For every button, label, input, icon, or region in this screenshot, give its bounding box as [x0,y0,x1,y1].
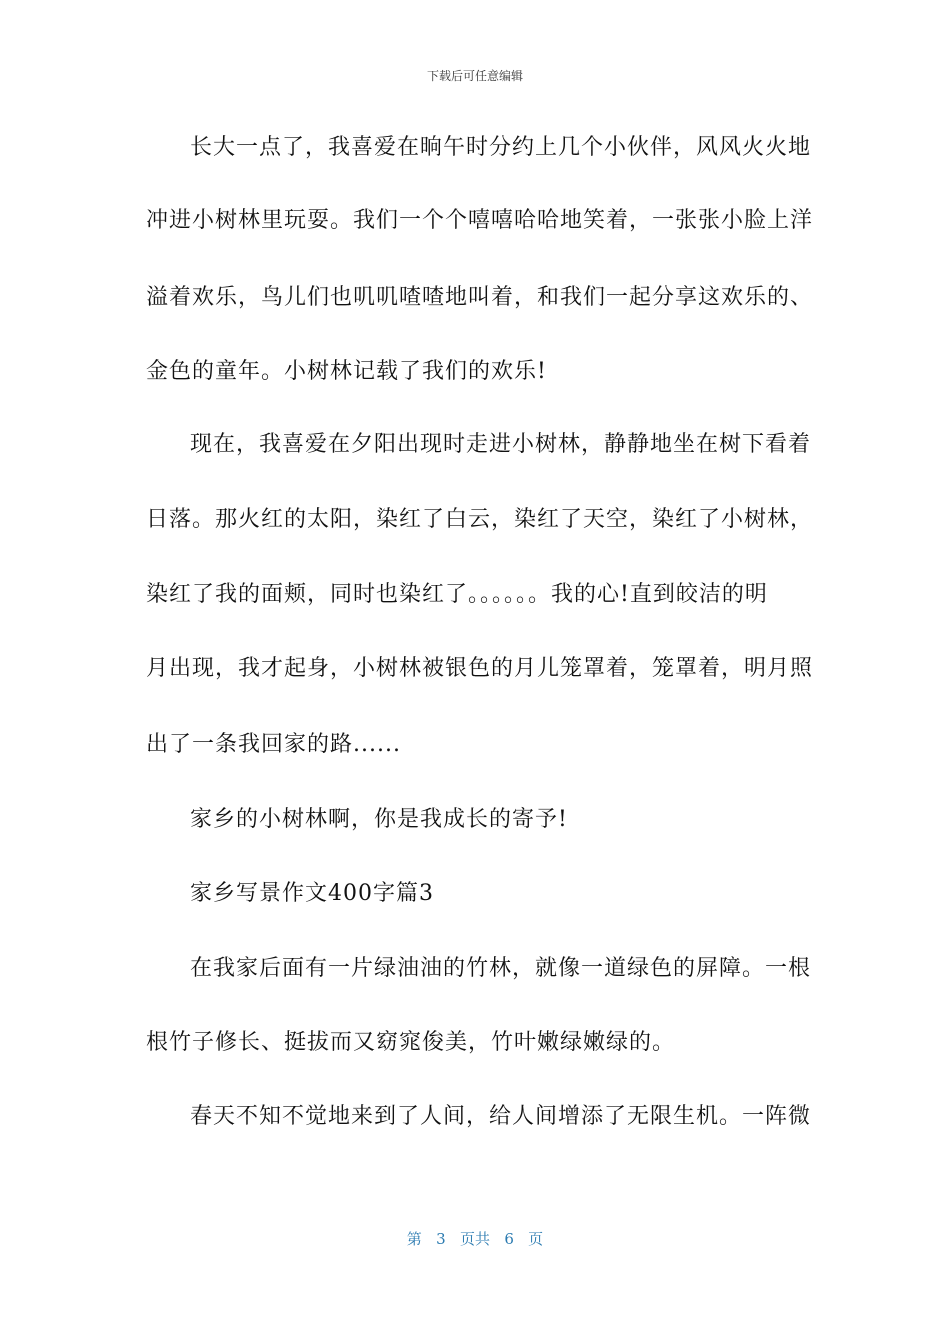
text-line: 长大一点了，我喜爱在晌午时分约上几个小伙伴，风风火火地 [190,135,812,160]
section-heading: 家乡写景作文400字篇3 [190,881,434,906]
text-line: 家乡的小树林啊，你是我成长的寄予! [190,807,568,832]
text-line: 冲进小树林里玩耍。我们一个个嘻嘻哈哈地笑着，一张张小脸上洋 [146,208,814,233]
text-line: 根竹子修长、挺拔而又窈窕俊美，竹叶嫩绿嫩绿的。 [146,1030,676,1055]
text-line: 日落。那火红的太阳，染红了白云，染红了天空，染红了小树林， [146,507,814,532]
page-suffix: 页 [528,1230,544,1248]
page-prefix: 第 [406,1230,422,1248]
page-current: 3 [436,1230,446,1248]
header-note: 下载后可任意编辑 [426,69,523,83]
text-line: 溢着欢乐，鸟儿们也叽叽喳喳地叫着，和我们一起分享这欢乐的、 [146,285,814,310]
page-total: 6 [504,1230,514,1248]
text-line: 春天不知不觉地来到了人间，给人间增添了无限生机。一阵微 [190,1104,812,1129]
text-line: 出了一条我回家的路...... [146,732,401,757]
text-line: 在我家后面有一片绿油油的竹林，就像一道绿色的屏障。一根 [190,956,812,981]
text-line: 月出现，我才起身，小树林被银色的月儿笼罩着，笼罩着，明月照 [146,656,814,681]
page-footer [0,1228,950,1249]
text-line: 金色的童年。小树林记载了我们的欢乐! [146,359,547,384]
text-line: 染红了我的面颊，同时也染红了。。。。。。我的心!直到皎洁的明 [146,582,768,607]
text-line: 现在，我喜爱在夕阳出现时走进小树林，静静地坐在树下看着 [190,432,812,457]
page-middle: 页共 [459,1230,490,1248]
